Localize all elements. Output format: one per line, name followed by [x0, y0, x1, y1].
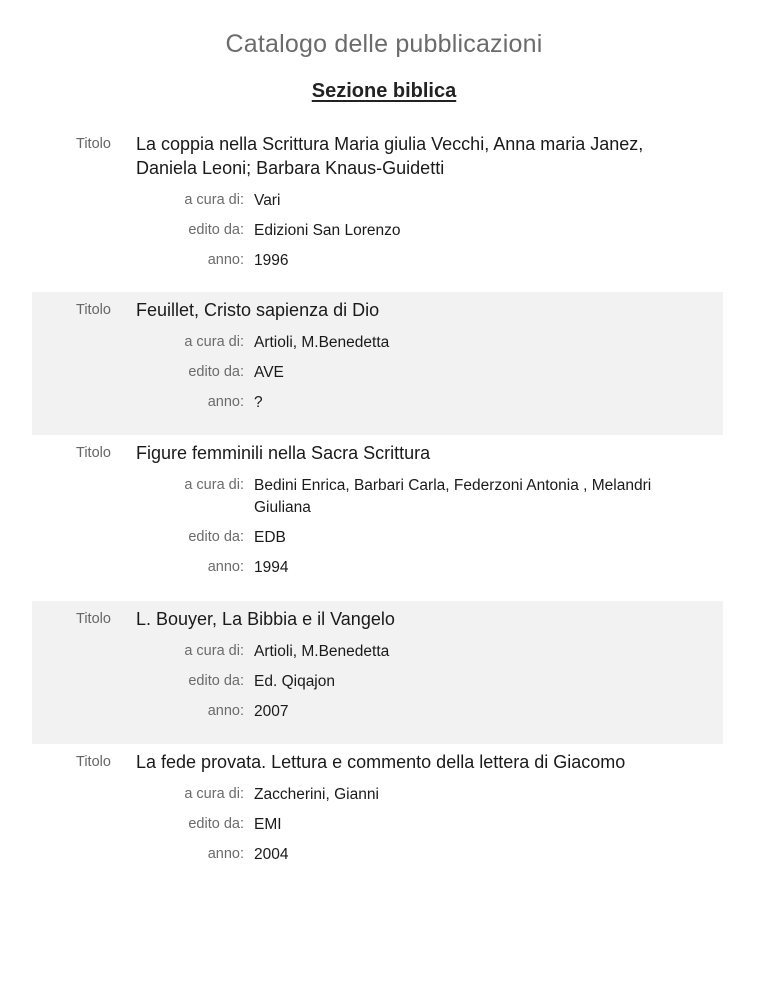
- entry-title-row: [32, 132, 723, 180]
- curator-value: Vari: [254, 192, 281, 209]
- year-row: [32, 701, 723, 723]
- entry-title-row: [32, 441, 723, 465]
- year-value: ?: [254, 394, 263, 411]
- curator-row: [32, 190, 723, 212]
- title-label: Titolo: [76, 754, 111, 770]
- catalog-entry: [32, 744, 723, 887]
- publisher-value: Edizioni San Lorenzo: [254, 222, 401, 239]
- curator-row: [32, 641, 723, 663]
- year-value: 2004: [254, 846, 289, 863]
- catalog-entry: [32, 126, 723, 292]
- publisher-label: edito da:: [188, 673, 244, 689]
- publisher-row: [32, 362, 723, 384]
- entry-title: Feuillet, Cristo sapienza di Dio: [136, 300, 380, 320]
- curator-row: [32, 332, 723, 354]
- entry-title-row: [32, 607, 723, 631]
- title-label: Titolo: [76, 136, 111, 152]
- curator-value: Bedini Enrica, Barbari Carla, Federzoni Antonia , Melandri Giuliana: [254, 477, 652, 516]
- publisher-row: [32, 814, 723, 836]
- publisher-value: EMI: [254, 816, 282, 833]
- year-row: [32, 557, 723, 579]
- curator-value: Zaccherini, Gianni: [254, 786, 379, 803]
- publisher-label: edito da:: [188, 529, 244, 545]
- entry-title: Figure femminili nella Sacra Scrittura: [136, 443, 431, 463]
- curator-label: a cura di:: [184, 786, 244, 802]
- year-row: [32, 844, 723, 866]
- entry-title-row: [32, 750, 723, 774]
- year-label: anno:: [207, 252, 244, 268]
- entry-title: La fede provata. Lettura e commento della lettera di Giacomo: [136, 752, 626, 772]
- entry-title: La coppia nella Scrittura Maria giulia Vecchi, Anna maria Janez, Daniela Leoni; Barbara Knaus-Guidetti: [136, 134, 644, 178]
- title-label: Titolo: [76, 302, 111, 318]
- title-label: Titolo: [76, 611, 111, 627]
- year-value: 1994: [254, 559, 289, 576]
- catalog-entry: [32, 435, 723, 601]
- curator-label: a cura di:: [184, 334, 244, 350]
- publisher-row: [32, 527, 723, 549]
- curator-row: [32, 784, 723, 806]
- catalog-list: [32, 126, 723, 887]
- curator-value: Artioli, M.Benedetta: [254, 334, 390, 351]
- catalog-entry: [32, 601, 723, 744]
- year-label: anno:: [207, 846, 244, 862]
- publisher-value: AVE: [254, 364, 284, 381]
- publisher-row: [32, 220, 723, 242]
- publisher-row: [32, 671, 723, 693]
- curator-value: Artioli, M.Benedetta: [254, 643, 390, 660]
- publisher-value: Ed. Qiqajon: [254, 673, 335, 690]
- title-label: Titolo: [76, 445, 111, 461]
- curator-label: a cura di:: [184, 192, 244, 208]
- entry-title-row: [32, 298, 723, 322]
- year-row: [32, 392, 723, 414]
- catalog-entry: [32, 292, 723, 435]
- page-title: Catalogo delle pubblicazioni: [225, 30, 543, 58]
- year-label: anno:: [207, 394, 244, 410]
- publisher-label: edito da:: [188, 816, 244, 832]
- publisher-label: edito da:: [188, 222, 244, 238]
- curator-label: a cura di:: [184, 643, 244, 659]
- publisher-label: edito da:: [188, 364, 244, 380]
- year-value: 2007: [254, 703, 289, 720]
- year-value: 1996: [254, 252, 289, 269]
- section-title: Sezione biblica: [311, 80, 457, 102]
- curator-label: a cura di:: [184, 477, 244, 493]
- year-row: [32, 250, 723, 272]
- year-label: anno:: [207, 703, 244, 719]
- year-label: anno:: [207, 559, 244, 575]
- publisher-value: EDB: [254, 529, 286, 546]
- curator-row: [32, 475, 723, 519]
- entry-title: L. Bouyer, La Bibbia e il Vangelo: [136, 609, 395, 629]
